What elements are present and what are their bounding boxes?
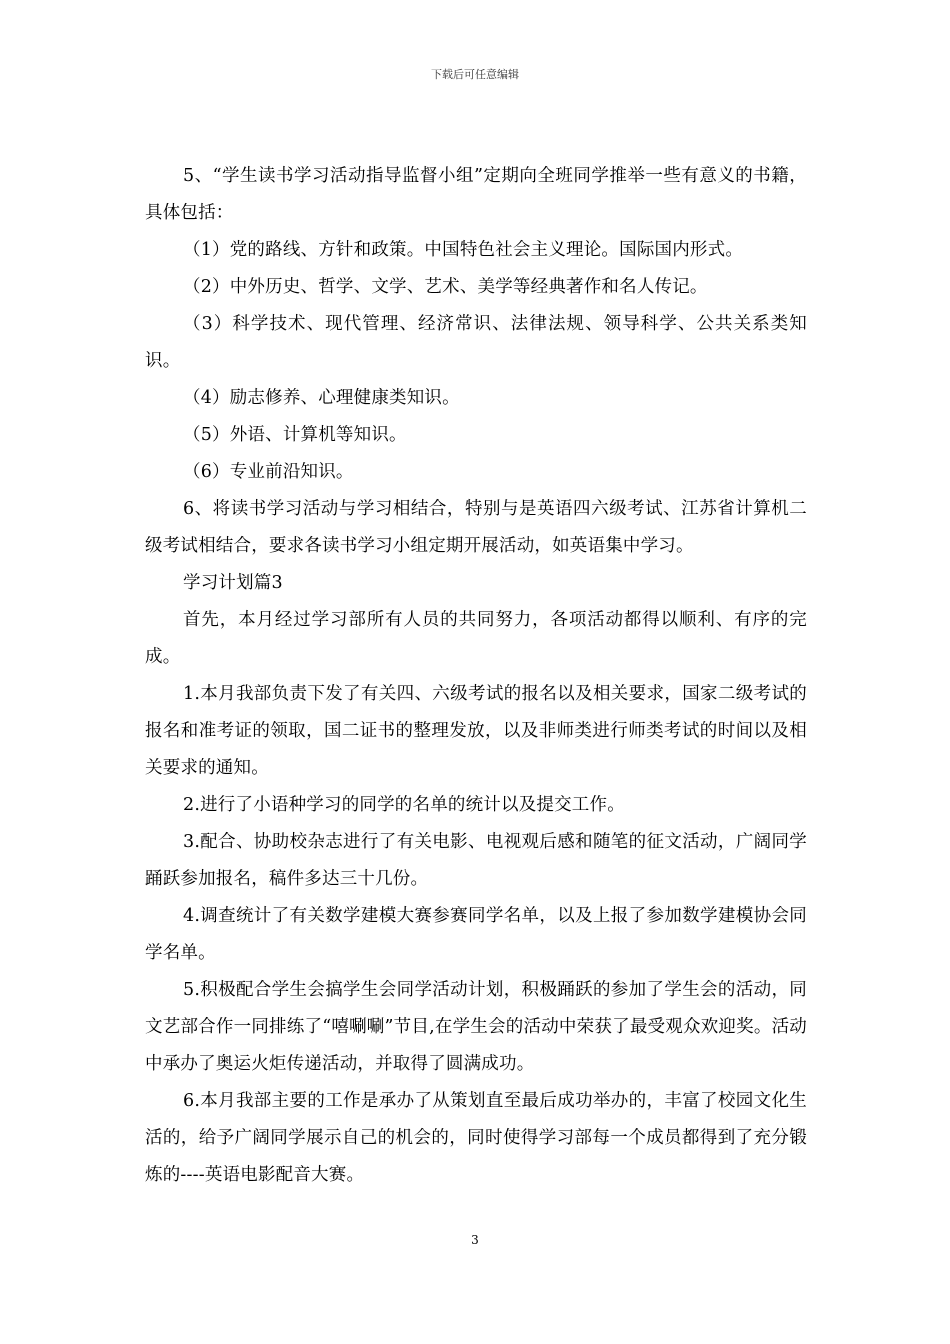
paragraph: 1.本月我部负责下发了有关四、六级考试的报名以及相关要求，国家二级考试的报名和准考证的领取，国二证书的整理发放，以及非师类进行师类考试的时间以及相关要求的通知。 — [145, 684, 807, 778]
paragraph: 2.进行了小语种学习的同学的名单的统计以及提交工作。 — [183, 795, 625, 815]
page-number: 3 — [471, 1233, 479, 1247]
paragraph: （6）专业前沿知识。 — [183, 462, 354, 482]
paragraph: 5、“学生读书学习活动指导监督小组”定期向全班同学推举一些有意义的书籍，具体包括： — [145, 166, 807, 223]
paragraph: （5）外语、计算机等知识。 — [183, 425, 407, 445]
paragraph: （4）励志修养、心理健康类知识。 — [183, 388, 460, 408]
paragraph: （3）科学技术、现代管理、经济常识、法律法规、领导科学、公共关系类知识。 — [145, 314, 807, 371]
paragraph: 4.调查统计了有关数学建模大赛参赛同学名单，以及上报了参加数学建模协会同学名单。 — [145, 906, 807, 963]
page-header: 下载后可任意编辑 — [431, 68, 519, 81]
paragraph: 首先，本月经过学习部所有人员的共同努力，各项活动都得以顺利、有序的完成。 — [145, 610, 807, 667]
paragraph: （2）中外历史、哲学、文学、艺术、美学等经典著作和名人传记。 — [183, 277, 708, 297]
paragraph: 5.积极配合学生会搞学生会同学活动计划，积极踊跃的参加了学生会的活动，同文艺部合作一同排练了“嘻唰唰”节目,在学生会的活动中荣获了最受观众欢迎奖。活动中承办了奥运火炬传递活动，并取得了圆满成功。 — [145, 980, 807, 1074]
document-body — [145, 158, 807, 1194]
paragraph: （1）党的路线、方针和政策。中国特色社会主义理论。国际国内形式。 — [183, 240, 744, 260]
paragraph: 6、将读书学习活动与学习相结合，特别与是英语四六级考试、江苏省计算机二级考试相结合，要求各读书学习小组定期开展活动，如英语集中学习。 — [145, 499, 807, 556]
paragraph: 6.本月我部主要的工作是承办了从策划直至最后成功举办的，丰富了校园文化生活的，给予广阔同学展示自己的机会的，同时使得学习部每一个成员都得到了充分锻炼的----英语电影配音大赛。 — [145, 1091, 807, 1185]
section-heading: 学习计划篇3 — [183, 573, 283, 593]
paragraph: 3.配合、协助校杂志进行了有关电影、电视观后感和随笔的征文活动，广阔同学踊跃参加报名，稿件多达三十几份。 — [145, 832, 807, 889]
